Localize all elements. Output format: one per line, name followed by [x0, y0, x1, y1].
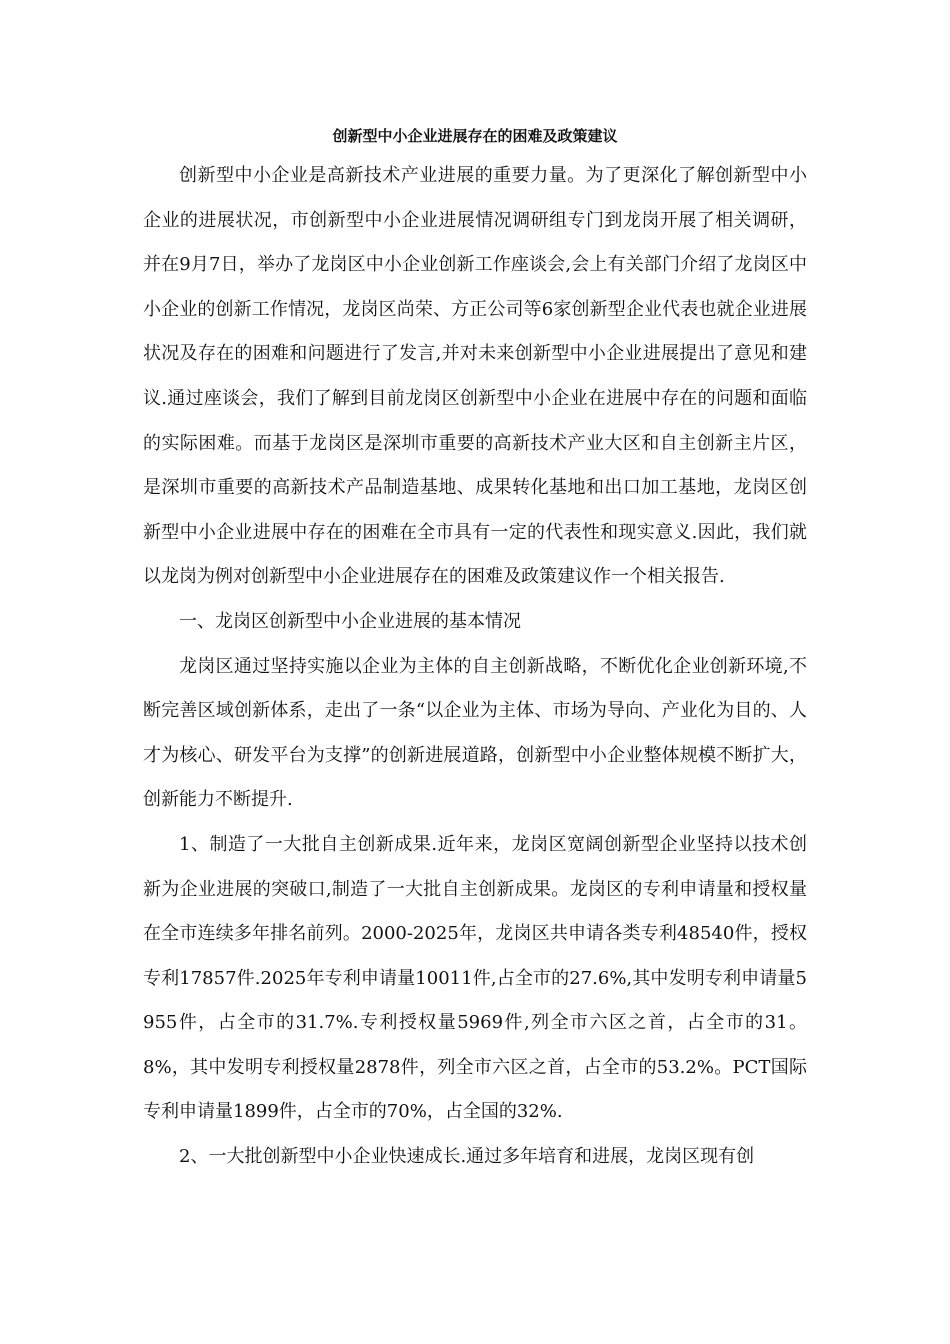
paragraph-innovation-strategy: 龙岗区通过坚持实施以企业为主体的自主创新战略，不断优化企业创新环境,不断完善区域创新体系，走出了一条“以企业为主体、市场为导向、产业化为目的、人才为核心、研发平台为支撑”的创新进展道路，创新型中小企业整体规模不断扩大，创新能力不断提升. — [143, 655, 807, 811]
paragraph-intro: 创新型中小企业是高新技术产业进展的重要力量。为了更深化了解创新型中小企业的进展状况，市创新型中小企业进展情况调研组专门到龙岗开展了相关调研，并在9月7日，举办了龙岗区中小企业创新工作座谈会,会上有关部门介绍了龙岗区中小企业的创新工作情况，龙岗区尚荣、方正公司等6家创新型企业代表也就企业进展状况及存在的困难和问题进行了发言,并对未来创新型中小企业进展提出了意见和建议.通过座谈会，我们了解到目前龙岗区创新型中小企业在进展中存在的问题和面临的实际困难。而基于龙岗区是深圳市重要的高新技术产业大区和自主创新主片区，是深圳市重要的高新技术产品制造基地、成果转化基地和出口加工基地，龙岗区创新型中小企业进展中存在的困难在全市具有一定的代表性和现实意义.因此，我们就以龙岗为例对创新型中小企业进展存在的困难及政策建议作一个相关报告. — [143, 165, 807, 588]
section-heading-basic-situation: 一、龙岗区创新型中小企业进展的基本情况 — [179, 610, 521, 632]
document-body — [143, 154, 807, 1180]
paragraph-enterprise-growth: 2、一大批创新型中小企业快速成长.通过多年培育和进展，龙岗区现有创 — [179, 1146, 755, 1168]
document-title: 创新型中小企业进展存在的困难及政策建议 — [332, 127, 618, 145]
paragraph-innovation-results: 1、制造了一大批自主创新成果.近年来，龙岗区宽阔创新型企业坚持以技术创新为企业进展的突破口,制造了一大批自主创新成果。龙岗区的专利申请量和授权量在全市连续多年排名前列。2000-2025年，龙岗区共申请各类专利48540件，授权专利17857件.2025年专利申请量10011件,占全市的27.6%,其中发明专利申请量5955件，占全市的31.7%.专利授权量5969件,列全市六区之首，占全市的31。8%，其中发明专利授权量2878件，列全市六区之首，占全市的53.2%。PCT国际专利申请量1899件，占全市的70%，占全国的32%. — [143, 833, 807, 1123]
